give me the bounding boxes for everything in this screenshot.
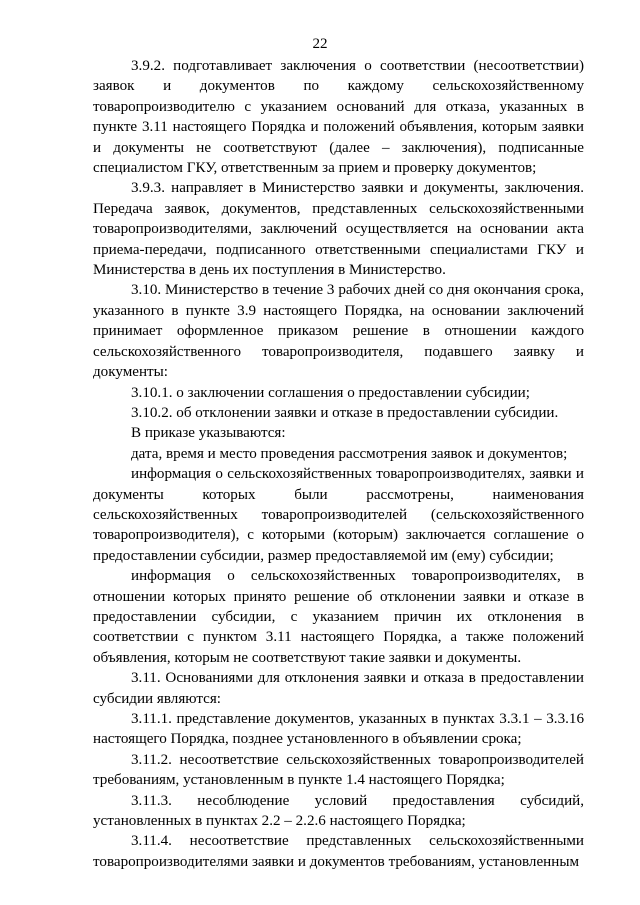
paragraph-3-11-1: 3.11.1. представление документов, указанных в пунктах 3.3.1 – 3.3.16 настоящего Порядка, позднее установленного в объявлении срока;	[93, 711, 584, 748]
paragraph-3-10: 3.10. Министерство в течение 3 рабочих дней со дня окончания срока, указанного в пункте 3.9 настоящего Порядка, на основании заключений принимает оформленное приказом решение в отношении каждого сельскохозяйственного товаропроизводителя, подавшего заявку и документы:	[93, 282, 584, 381]
paragraph-3-10-1: 3.10.1. о заключении соглашения о предоставлении субсидии;	[131, 384, 530, 401]
paragraph-order-contents: В приказе указываются:	[131, 425, 286, 442]
paragraph-3-11-3: 3.11.3. несоблюдение условий предоставления субсидий, установленных в пунктах 2.2 – 2.2.6 настоящего Порядка;	[93, 792, 584, 830]
paragraph-3-11: 3.11. Основаниями для отклонения заявки и отказа в предоставлении субсидии являются:	[93, 670, 584, 707]
paragraph-3-9-3: 3.9.3. направляет в Министерство заявки и документы, заключения. Передача заявок, документов, представленных сельскохозяйственными товаропроизводителями, заключений осуществляется на основании акта приема-передачи, подписанного ответственными специалистами ГКУ и Министерства в день их поступления в Министерство.	[93, 180, 584, 279]
paragraph-info-rejected: информация о сельскохозяйственных товаропроизводителях, в отношении которых принято решение об отклонении заявки и отказе в предоставлении субсидии, с указанием причин их отклонения в соответствии с пунктом 3.11 настоящего Порядка, а также положений объявления, которым не соответствуют такие заявки и документы.	[93, 568, 584, 666]
page-number: 22	[312, 36, 328, 52]
paragraph-3-11-4: 3.11.4. несоответствие представленных сельскохозяйственными товаропроизводителями заявки и документов требованиям, установленным	[93, 833, 584, 870]
paragraph-3-10-2: 3.10.2. об отклонении заявки и отказе в предоставлении субсидии.	[131, 404, 559, 421]
paragraph-date-time-place: дата, время и место проведения рассмотрения заявок и документов;	[131, 445, 568, 462]
paragraph-3-9-2: 3.9.2. подготавливает заключения о соответствии (несоответствии) заявок и документов по каждому сельскохозяйственному товаропроизводителю с указанием оснований для отказа, указанных в пункте 3.11 настоящего Порядка и положений объявления, которым заявки и документы не соответствуют (далее – заключения), подписанные специалистом ГКУ, ответственным за прием и проверку документов;	[93, 58, 584, 177]
paragraph-3-11-2: 3.11.2. несоответствие сельскохозяйственных товаропроизводителей требованиям, установленным в пункте 1.4 настоящего Порядка;	[93, 751, 584, 789]
body-text	[93, 56, 584, 872]
paragraph-info-approved: информация о сельскохозяйственных товаропроизводителях, заявки и документы которых были рассмотрены, наименования сельскохозяйственных товаропроизводителей (сельскохозяйственного товаропроизводителя), с которыми (которым) заключается соглашение о предоставлении субсидии, размер предоставляемой им (ему) субсидии;	[93, 466, 584, 564]
